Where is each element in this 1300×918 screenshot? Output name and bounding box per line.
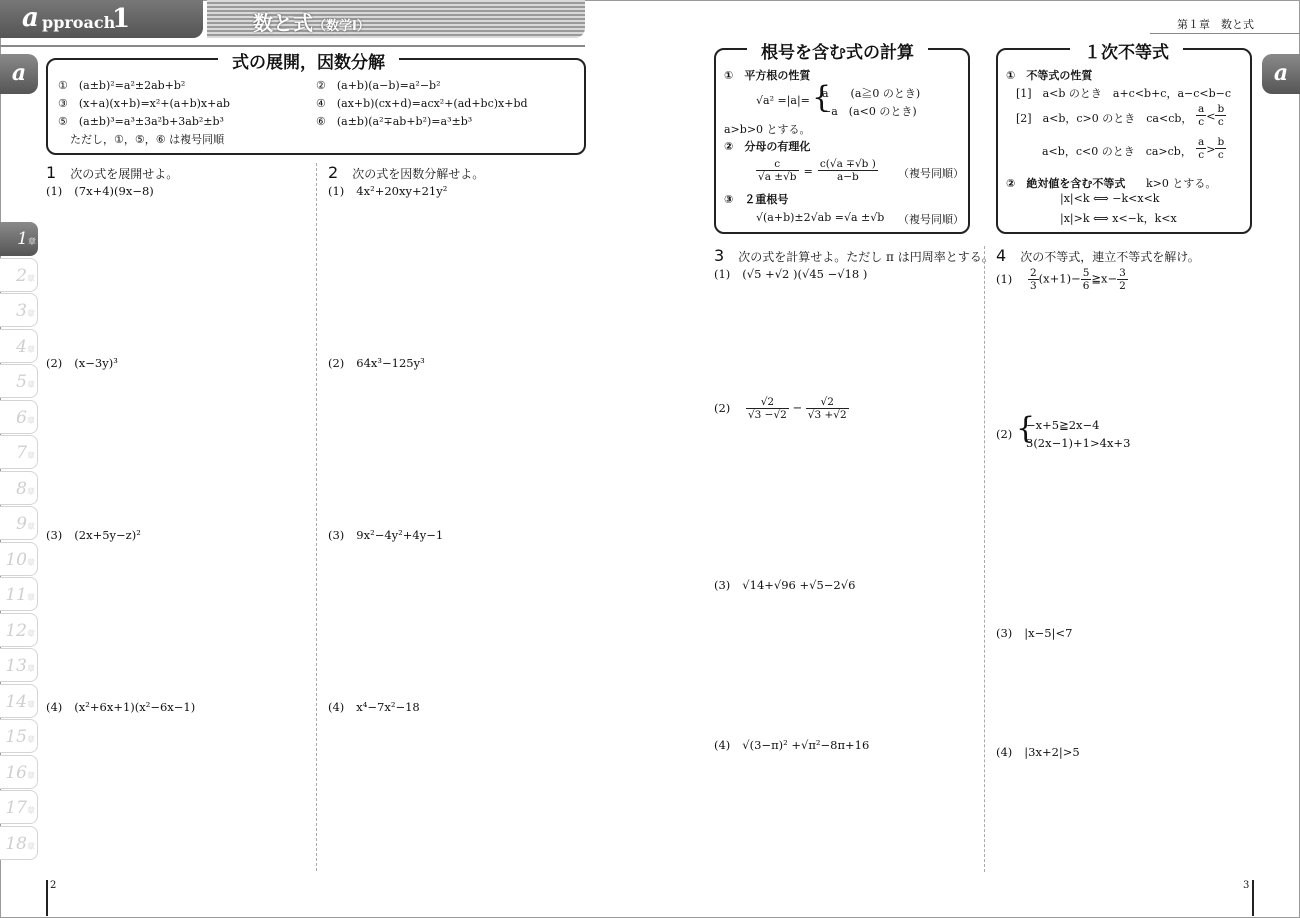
- abs-rule-2: |x|>k ⟺ x<−k，k<x: [1060, 212, 1177, 225]
- abs-rule-1: |x|<k ⟺ −k<x<k: [1060, 192, 1160, 205]
- problem-1-3: (3) (2x+5y−z)²: [46, 528, 141, 542]
- column-divider-left: [316, 163, 317, 871]
- radical-condition: a>b>0 とする。: [724, 123, 811, 136]
- question-3-heading: 3 次の式を計算せよ。ただし π は円周率とする。: [714, 246, 994, 265]
- double-radical-formula: √(a+b)±2√ab =√a ±√b: [756, 211, 885, 224]
- page-number-right: 3: [1243, 880, 1250, 891]
- side-tab-right: a: [1262, 54, 1300, 94]
- unit-title-band: [207, 0, 585, 38]
- page-number-left: 2: [50, 880, 57, 891]
- problem-2-1: (1) 4x²+20xy+21y²: [328, 184, 448, 198]
- chapter-tab-17[interactable]: 17章: [0, 790, 38, 824]
- rationalize-formula: $\frac{c}{√a \pm√b}$ = $\frac{c(√a \mp√b )}{a-b}$: [758, 158, 876, 183]
- chapter-tab-12[interactable]: 12章: [0, 613, 38, 647]
- chapter-tab-2[interactable]: 2章: [0, 258, 38, 292]
- chapter-tab-5[interactable]: 5章: [0, 364, 38, 398]
- problem-3-4: (4) √(3−π)² +√π²−8π+16: [714, 738, 870, 752]
- side-tab-left: a: [0, 54, 38, 94]
- problem-1-2: (2) (x−3y)³: [46, 356, 118, 370]
- chapter-tab-11[interactable]: 11章: [0, 577, 38, 611]
- chapter-tab-9[interactable]: 9章: [0, 506, 38, 540]
- chapter-tab-4[interactable]: 4章: [0, 329, 38, 363]
- running-chapter-title: 第１章 数と式: [1177, 18, 1254, 31]
- chapter-tab-7[interactable]: 7章: [0, 435, 38, 469]
- problem-2-4: (4) x⁴−7x²−18: [328, 700, 420, 714]
- formula-note: ただし，①，⑤，⑥ は複号同順: [70, 133, 225, 146]
- folio-bar-right: [1252, 880, 1254, 916]
- question-2-heading: 2 次の式を因数分解せよ。: [328, 163, 485, 182]
- problem-4-2-number: (2): [996, 427, 1013, 441]
- formula-1: ① (a±b)²=a²±2ab+b²: [58, 79, 186, 92]
- chapter-tab-14[interactable]: 14章: [0, 684, 38, 718]
- formula-4: ④ (ax+b)(cx+d)=acx²+(ad+bc)x+bd: [316, 97, 528, 110]
- problem-4-3: (3) |x−5|<7: [996, 626, 1073, 640]
- approach-word: pproach: [42, 13, 116, 32]
- problem-3-3: (3) √14+√96 +√5−2√6: [714, 578, 856, 592]
- radical-section-3-label: ③ ２重根号: [724, 193, 789, 206]
- approach-number: 1: [112, 4, 131, 34]
- problem-4-2-line-2: 3(2x−1)+1>4x+3: [1026, 436, 1131, 450]
- sqrt-case-1: a (a≧0 のとき): [822, 87, 921, 100]
- inequality-rule-2b: a<b，c<0 のとき ca>cb，: [1042, 145, 1192, 158]
- box-title-inequalities: １次不等式: [1070, 38, 1183, 63]
- double-radical-note: （複号同順）: [898, 213, 964, 226]
- system-brace: {: [1016, 411, 1036, 446]
- radical-section-1-label: ① 平方根の性質: [724, 69, 811, 82]
- problem-3-1: (1) (√5 +√2 )(√45 −√18 ): [714, 267, 868, 281]
- cases-brace: {: [812, 80, 832, 115]
- radical-section-2-label: ② 分母の有理化: [724, 140, 811, 153]
- header-rule-left: [0, 45, 585, 47]
- column-divider-right: [984, 246, 985, 872]
- chapter-tab-10[interactable]: 10章: [0, 542, 38, 576]
- sqrt-case-2: −a (a<0 のとき): [822, 105, 917, 118]
- box-title-expansion: 式の展開，因数分解: [218, 48, 399, 73]
- chapter-tab-8[interactable]: 8章: [0, 471, 38, 505]
- chapter-tab-16[interactable]: 16章: [0, 755, 38, 789]
- box-title-radicals: 根号を含む式の計算: [747, 38, 928, 63]
- formula-2: ② (a+b)(a−b)=a²−b²: [316, 79, 441, 92]
- problem-4-4: (4) |3x+2|>5: [996, 745, 1080, 759]
- problem-2-2: (2) 64x³−125y³: [328, 356, 425, 370]
- header-rule-right: [1150, 33, 1300, 34]
- inequality-rule-1: [1] a<b のとき a+c<b+c，a−c<b−c: [1016, 87, 1232, 100]
- chapter-tab-18[interactable]: 18章: [0, 826, 38, 860]
- approach-letter: a: [22, 3, 39, 33]
- unit-subtitle: （数学Ⅰ）: [313, 19, 370, 34]
- inequality-section-2-label: ② 絶対値を含む不等式: [1006, 177, 1126, 190]
- formula-5: ⑤ (a±b)³=a³±3a²b+3ab²±b³: [58, 115, 224, 128]
- unit-title: 数と式: [253, 11, 313, 35]
- problem-4-2-line-1: −x+5≧2x−4: [1026, 418, 1100, 432]
- inequality-rule-2a-frac: $\frac{a}{c}$ < $\frac{b}{c}$: [1198, 103, 1225, 128]
- inequality-section-1-label: ① 不等式の性質: [1006, 69, 1093, 82]
- abs-condition: k>0 とする。: [1146, 177, 1217, 190]
- chapter-tab-6[interactable]: 6章: [0, 400, 38, 434]
- formula-3: ③ (x+a)(x+b)=x²+(a+b)x+ab: [58, 97, 230, 110]
- approach-label: [0, 0, 203, 38]
- question-4-heading: 4 次の不等式，連立不等式を解け。: [996, 246, 1200, 265]
- inequality-rule-2b-frac: $\frac{a}{c}$ > $\frac{b}{c}$: [1198, 136, 1225, 161]
- folio-bar-left: [46, 880, 48, 916]
- formula-6: ⑥ (a±b)(a²∓ab+b²)=a³±b³: [316, 115, 473, 128]
- inequality-rule-2a: [2] a<b，c>0 のとき ca<cb，: [1016, 112, 1193, 125]
- problem-4-1: (1) $\frac{2}{3}$ (x+1)− $\frac{5}{6}$ ≧x− $\frac{3}{2}$: [996, 267, 1126, 292]
- chapter-tab-15[interactable]: 15章: [0, 719, 38, 753]
- problem-1-1: (1) (7x+4)(9x−8): [46, 184, 154, 198]
- rationalize-note: （複号同順）: [898, 167, 964, 180]
- chapter-tab-1[interactable]: 1章: [0, 222, 38, 256]
- question-1-heading: 1 次の式を展開せよ。: [46, 163, 179, 182]
- problem-2-3: (3) 9x²−4y²+4y−1: [328, 528, 444, 542]
- problem-3-2: (2) $\frac{√2}{√3 -√2}$ − $\frac{√2}{√3 +√2}$: [714, 396, 847, 421]
- chapter-tab-3[interactable]: 3章: [0, 293, 38, 327]
- problem-1-4: (4) (x²+6x+1)(x²−6x−1): [46, 700, 196, 714]
- sqrt-property-lhs: √a² =|a|=: [756, 94, 810, 107]
- chapter-tab-13[interactable]: 13章: [0, 648, 38, 682]
